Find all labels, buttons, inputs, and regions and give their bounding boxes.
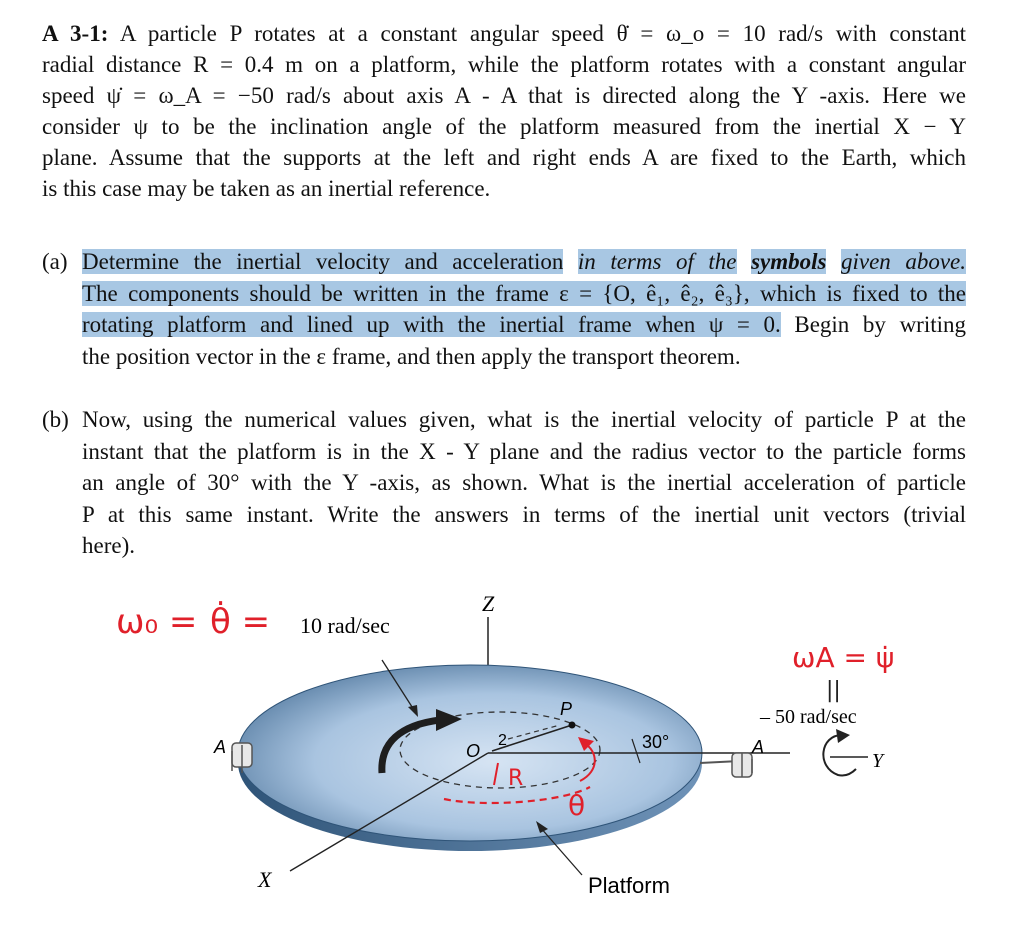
- part-b-label: (b): [42, 407, 69, 432]
- platform-label: Platform: [588, 873, 670, 898]
- part-a: [42, 246, 966, 372]
- intro-line-3: speed ψ̇ = ω_A = −50 rad/s about axis A - A that is directed along the Y -axis. Here we: [42, 83, 966, 108]
- part-b-line-5: here).: [82, 533, 135, 558]
- part-b-line-2: instant that the platform is in the X - Y plane and the radius vector to the particle forms: [82, 438, 966, 464]
- part-a-line-1: Determine the inertial velocity and acceleration in terms of the symbols given above.: [82, 249, 967, 274]
- intro-line-2: radial distance R = 0.4 m on a platform, while the platform rotates with a constant angular: [42, 52, 966, 77]
- particle-p: [569, 722, 576, 729]
- hand-r-label: R: [508, 766, 524, 791]
- part-a-line-4: the position vector in the ε frame, and then apply the transport theorem.: [82, 343, 741, 369]
- label-a-left: A: [214, 737, 227, 757]
- y-axis-label: Y: [872, 750, 884, 772]
- intro-line-4: consider ψ to be the inclination angle of the platform measured from the inertial X − Y: [42, 114, 966, 139]
- intro-line-6: is this case may be taken as an inertial reference.: [42, 176, 491, 201]
- right-support: [700, 753, 752, 777]
- part-b-line-1: Now, using the numerical values given, what is the inertial velocity of particle P at the: [82, 407, 966, 432]
- problem-id: A 3-1:: [42, 21, 109, 46]
- label-2: 2: [498, 732, 507, 749]
- part-a-line-2: The components should be written in the frame ε = {O, ê₁, ê₂, ê₃}, which is fixed to the: [82, 280, 966, 306]
- hand-theta-dot: θ̇ =: [210, 602, 271, 642]
- part-b: [42, 404, 966, 562]
- x-axis-label: X: [258, 867, 272, 892]
- part-b-line-3: an angle of 30° with the Y -axis, as shown. What is the inertial acceleration of particle: [82, 470, 966, 495]
- omega-a-value: – 50 rad/sec: [760, 706, 857, 728]
- omega-o-value: 10 rad/sec: [300, 613, 390, 638]
- intro-line-1: A 3-1: A particle P rotates at a constant angular speed θ̇ = ω_o = 10 rad/s with constant: [42, 21, 966, 46]
- part-a-label: (a): [42, 249, 68, 274]
- label-o: O: [466, 741, 481, 761]
- label-a-right: A: [752, 737, 765, 757]
- hand-theta: θ: [568, 789, 586, 822]
- angle-30-label: 30°: [642, 732, 670, 752]
- part-b-line-4: P at this same instant. Write the answers in terms of the inertial unit vectors (trivial: [82, 501, 966, 527]
- label-p: P: [560, 699, 573, 719]
- hand-equals: ||: [826, 678, 841, 703]
- z-axis-label: Z: [482, 591, 495, 616]
- platform-figure: [0, 575, 1024, 930]
- part-a-line-3: rotating platform and lined up with the inertial frame when ψ = 0. Begin by writing: [82, 312, 967, 337]
- problem-statement: [42, 18, 966, 204]
- hand-omega-o: ω₀ =: [116, 602, 198, 642]
- intro-line-5: plane. Assume that the supports at the left and right ends A are fixed to the Earth, which: [42, 145, 966, 170]
- omega-a-arrowhead: [836, 729, 850, 743]
- hand-omega-a: ωA = ψ̇: [792, 641, 895, 674]
